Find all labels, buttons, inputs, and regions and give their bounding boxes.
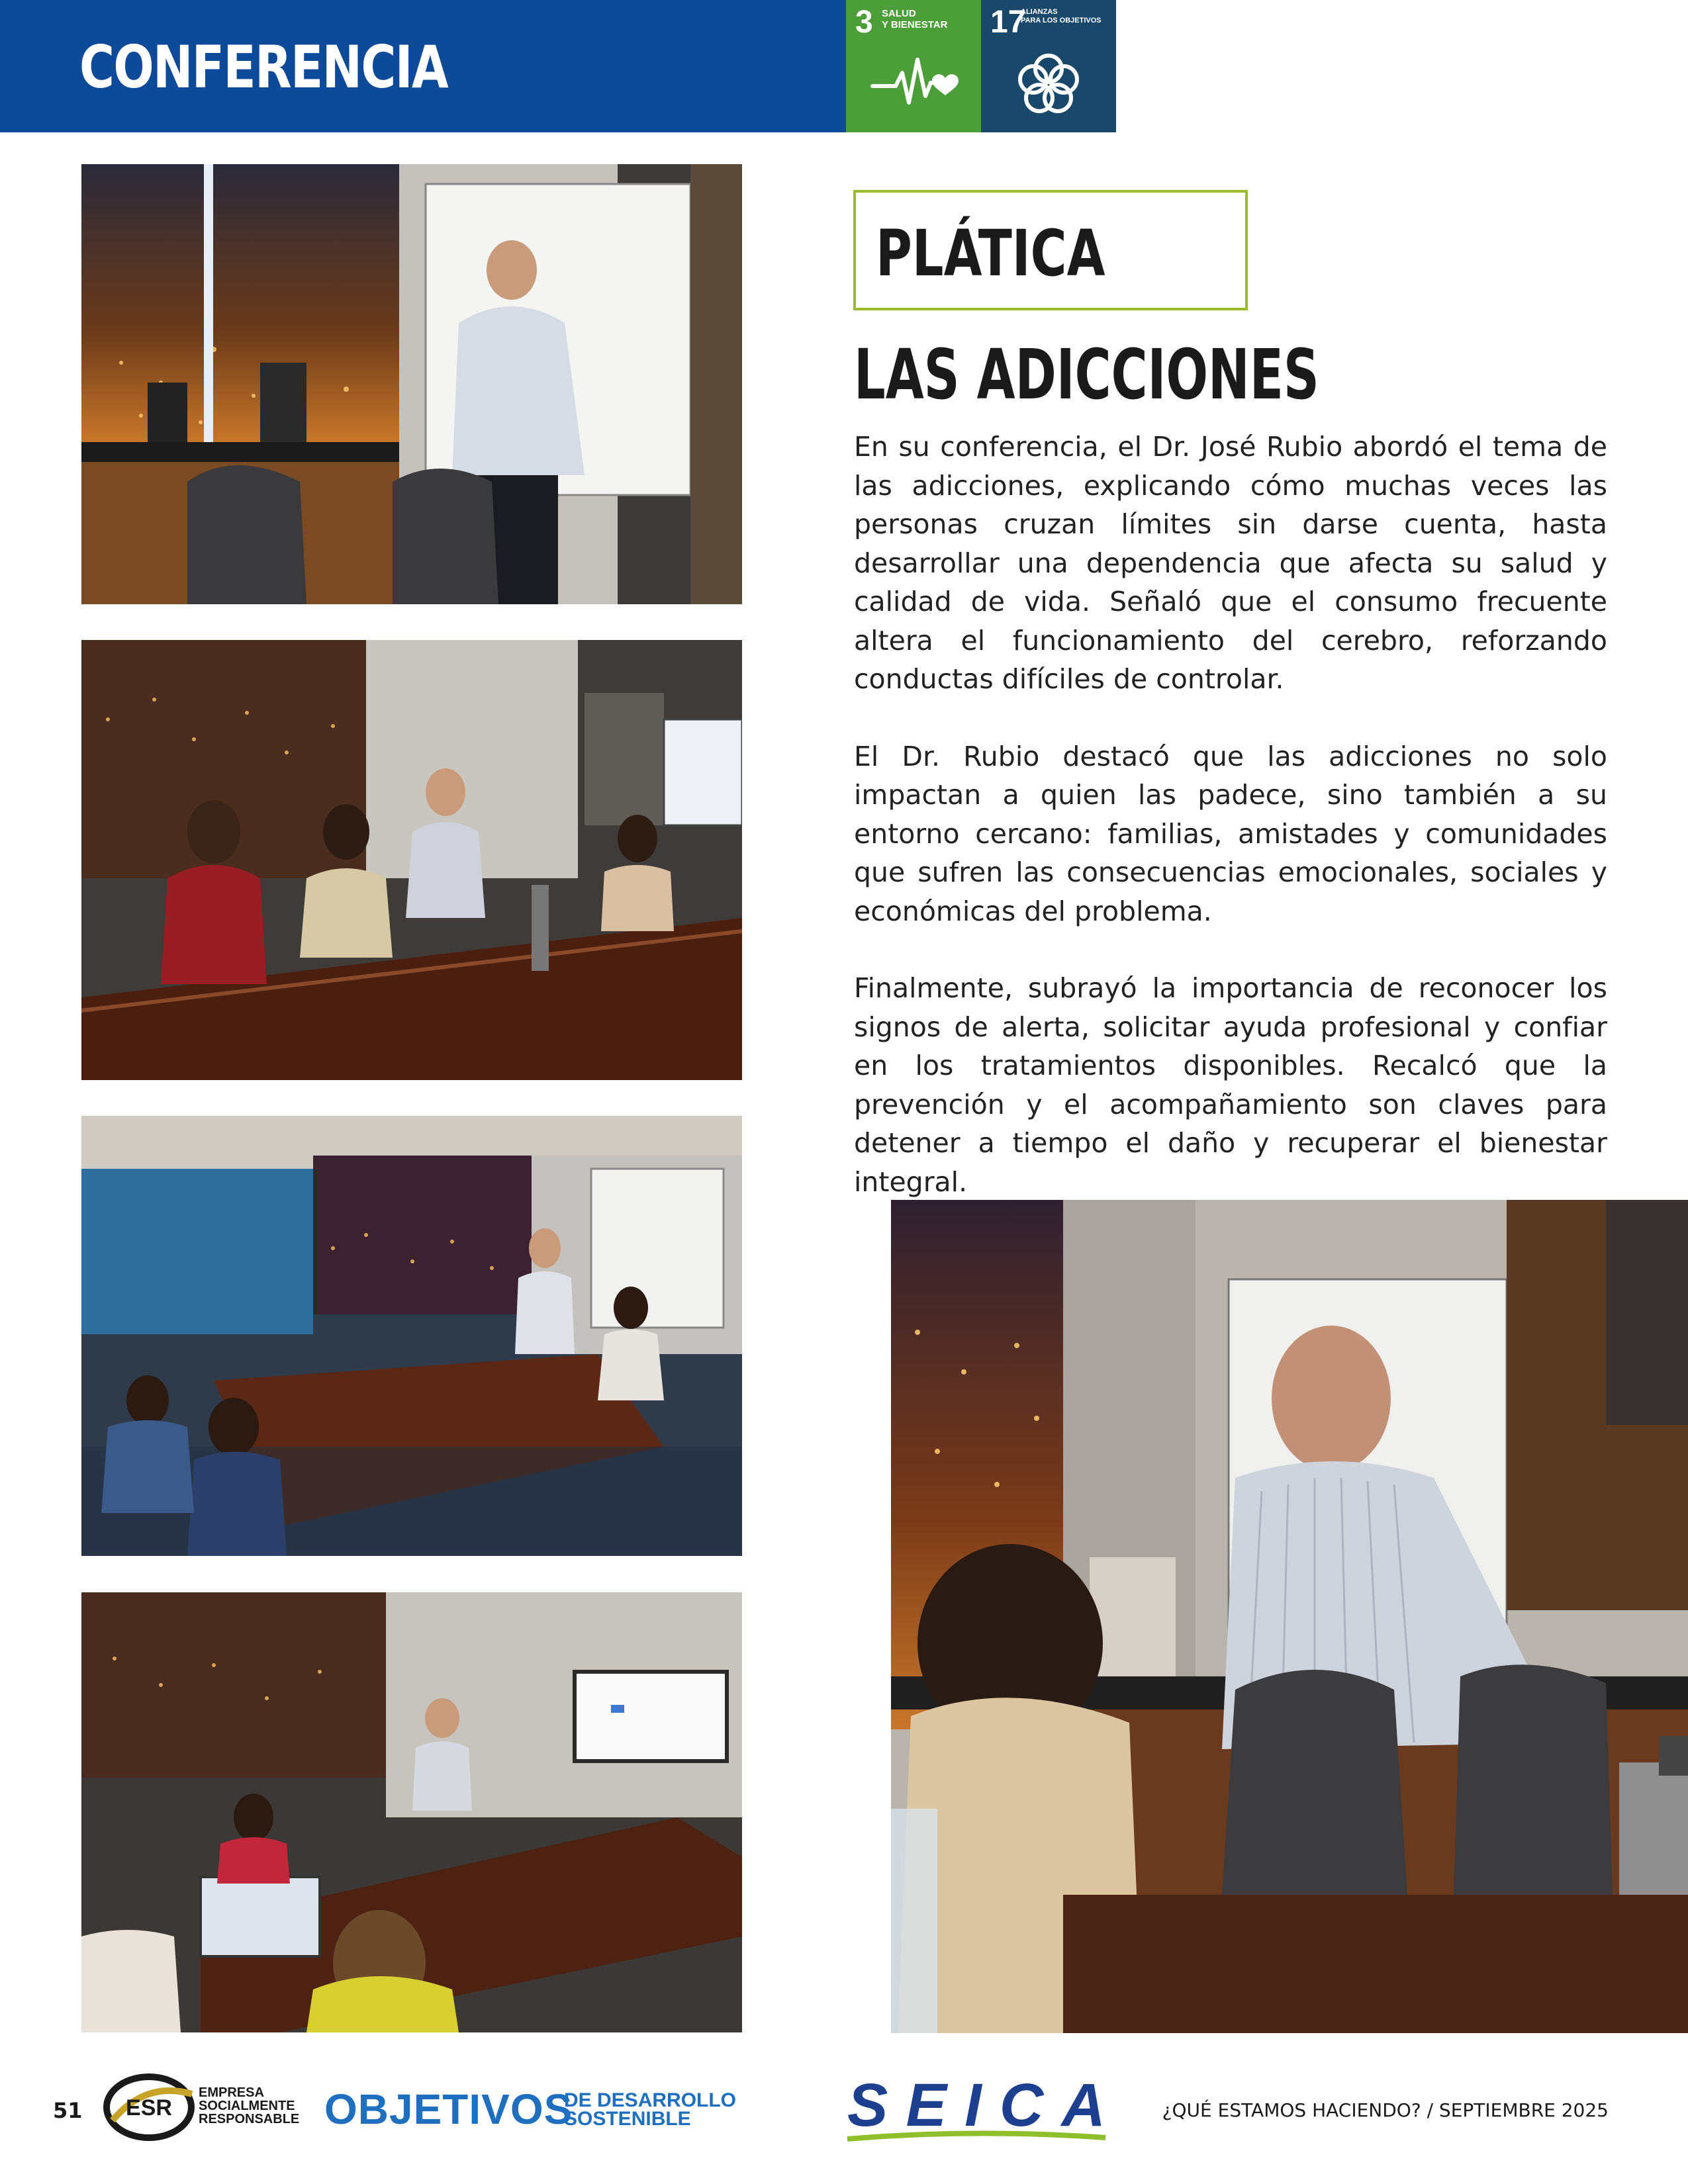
sdg-3-number: 3 <box>855 5 873 40</box>
section-title: CONFERENCIA <box>79 33 448 101</box>
paragraph-3: Finalmente, subrayó la importancia de reconocer los signos de alerta, solicitar ayuda profesional y confiar en los tratamientos disponibles. Recalcó que la prevención y el acompañamiento son claves para detener a tiempo el daño y recuperar el bienestar integral. <box>854 972 1607 1198</box>
page-number: 51 <box>53 2098 83 2123</box>
photo-full-room <box>81 1116 742 1556</box>
sdg-3-badge <box>846 0 981 132</box>
tag-box <box>853 190 1248 310</box>
photo-room-with-screen <box>81 1592 742 2032</box>
sdg-17-number: 17 <box>990 5 1026 40</box>
ods-logo-text: OBJETIVOS <box>324 2085 573 2133</box>
article-body <box>854 428 1607 1240</box>
seica-logo-text: SEICA <box>847 2074 1105 2139</box>
article-title: LAS ADICCIONES <box>854 334 1319 415</box>
esr-logo <box>99 2068 199 2147</box>
sdg-17-badge <box>981 0 1116 132</box>
paragraph-1: En su conferencia, el Dr. José Rubio abordó el tema de las adicciones, explicando cómo muchas veces las personas cruzan límites sin darse cuenta, hasta desarrollar una dependencia que afecta su salud y calidad de vida. Señaló que el consumo frecuente altera el funcionamiento del cerebro, reforzando conductas difíciles de controlar. <box>854 431 1607 695</box>
heartbeat-icon <box>866 46 961 119</box>
article-tag: PLÁTICA <box>876 216 1105 291</box>
seica-logo <box>841 2074 1119 2147</box>
sdg-3-label: SALUD Y BIENESTAR <box>882 8 948 30</box>
sdg-17-label: ALIANZAS PARA LOS OBJETIVOS <box>1021 8 1102 24</box>
photo-speaker-whiteboard <box>81 164 742 604</box>
photo-speaker-closeup <box>891 1200 1688 2033</box>
flower-partnership-icon <box>1001 46 1096 119</box>
esr-logo-text: ESR <box>126 2095 172 2120</box>
issue-label: ¿QUÉ ESTAMOS HACIENDO? / SEPTIEMBRE 2025 <box>1162 2099 1609 2121</box>
ods-logo-subtext: DE DESARROLLO SOSTENIBLE <box>564 2089 737 2130</box>
paragraph-2: El Dr. Rubio destacó que las adicciones no solo impactan a quien las padece, sino también a su entorno cercano: familias, amistades y comunidades que sufren las consecuencias emocionales, sociales y económicas del problema. <box>854 740 1607 927</box>
esr-label: EMPRESA SOCIALMENTE RESPONSABLE <box>199 2085 300 2126</box>
photo-audience-table <box>81 640 742 1080</box>
